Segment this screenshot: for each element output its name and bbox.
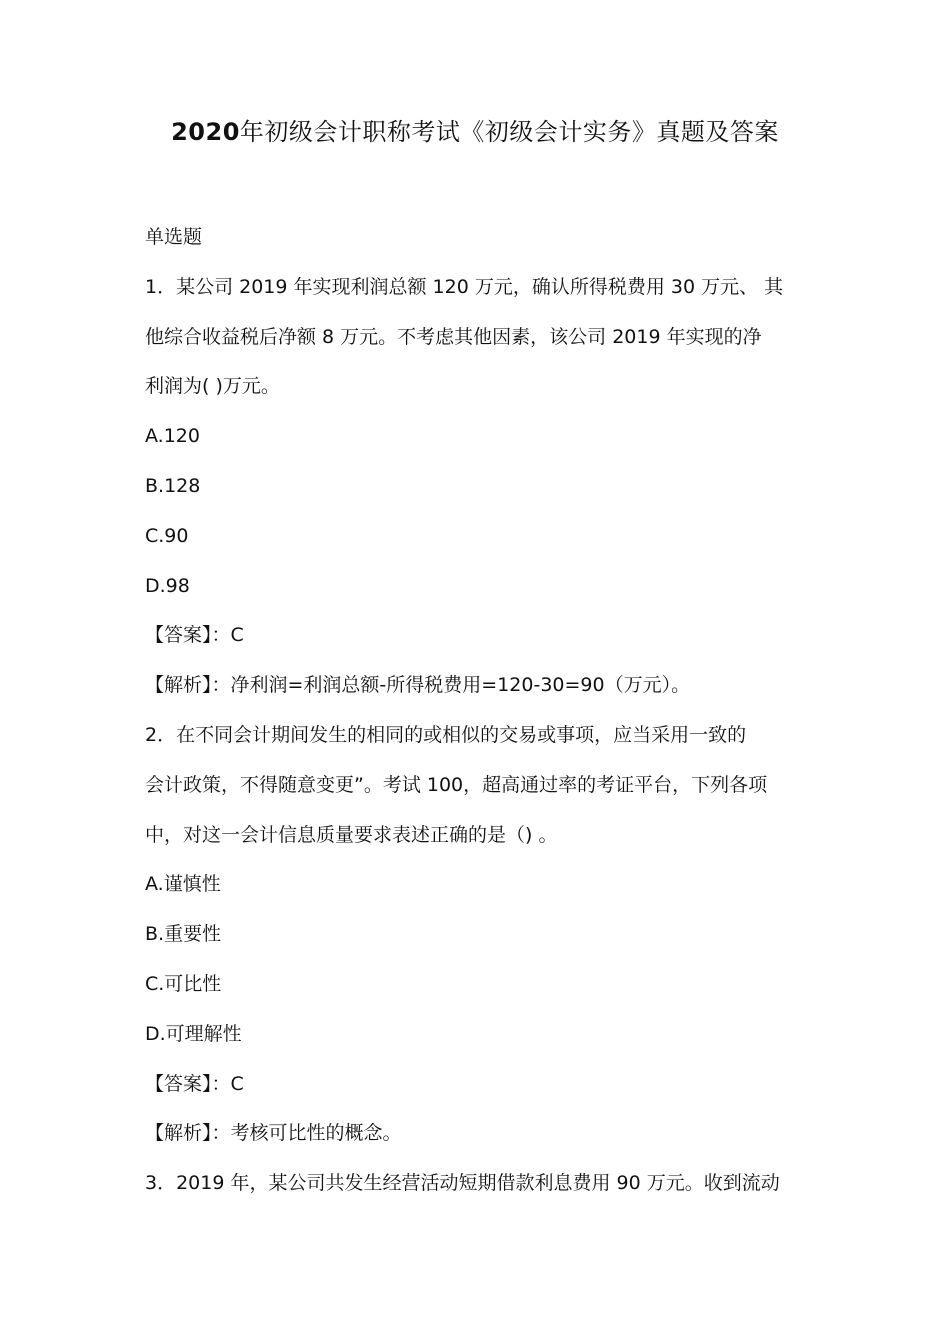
question-1-option-c: C.90 (145, 524, 189, 547)
question-1-option-b: B.128 (145, 474, 201, 497)
question-2-answer: 【答案】：C (145, 1072, 244, 1095)
question-2-analysis: 【解析】：考核可比性的概念。 (145, 1122, 402, 1145)
question-1-answer: 【答案】：C (145, 624, 244, 647)
question-1-option-d: D.98 (145, 574, 190, 597)
question-2-line-2: 会计政策，不得随意变更”。考试 100，超高通过率的考证平台，下列各项 (145, 773, 768, 796)
section-label: 单选题 (145, 226, 203, 248)
question-2-option-c: C.可比性 (145, 972, 222, 995)
question-1-line-1: 1．某公司 2019 年实现利润总额 120 万元，确认所得税费用 30 万元、 其 (145, 275, 784, 298)
document-title (0, 112, 950, 152)
question-1-option-a: A.120 (145, 425, 200, 448)
question-2-option-d: D.可理解性 (145, 1022, 242, 1045)
question-2-option-b: B.重要性 (145, 923, 222, 946)
document-body (145, 213, 813, 1209)
question-1-analysis: 【解析】：净利润=利润总额-所得税费用=120-30=90（万元）。 (145, 674, 691, 697)
question-1-line-2: 他综合收益税后净额 8 万元。不考虑其他因素，该公司 2019 年实现的净 (145, 325, 762, 348)
question-2-line-3: 中，对这一会计信息质量要求表述正确的是（) 。 (145, 823, 558, 846)
question-1-line-3: 利润为( )万元。 (145, 375, 280, 398)
question-2-line-1: 2．在不同会计期间发生的相同的或相似的交易或事项，应当采用一致的 (145, 723, 747, 746)
question-3-line-1: 3．2019 年，某公司共发生经营活动短期借款利息费用 90 万元。收到流动 (145, 1172, 780, 1195)
question-2-option-a: A.谨慎性 (145, 873, 221, 896)
title-year: 2020 (171, 118, 240, 146)
title-text: 年初级会计职称考试《初级会计实务》真题及答案 (239, 118, 779, 146)
